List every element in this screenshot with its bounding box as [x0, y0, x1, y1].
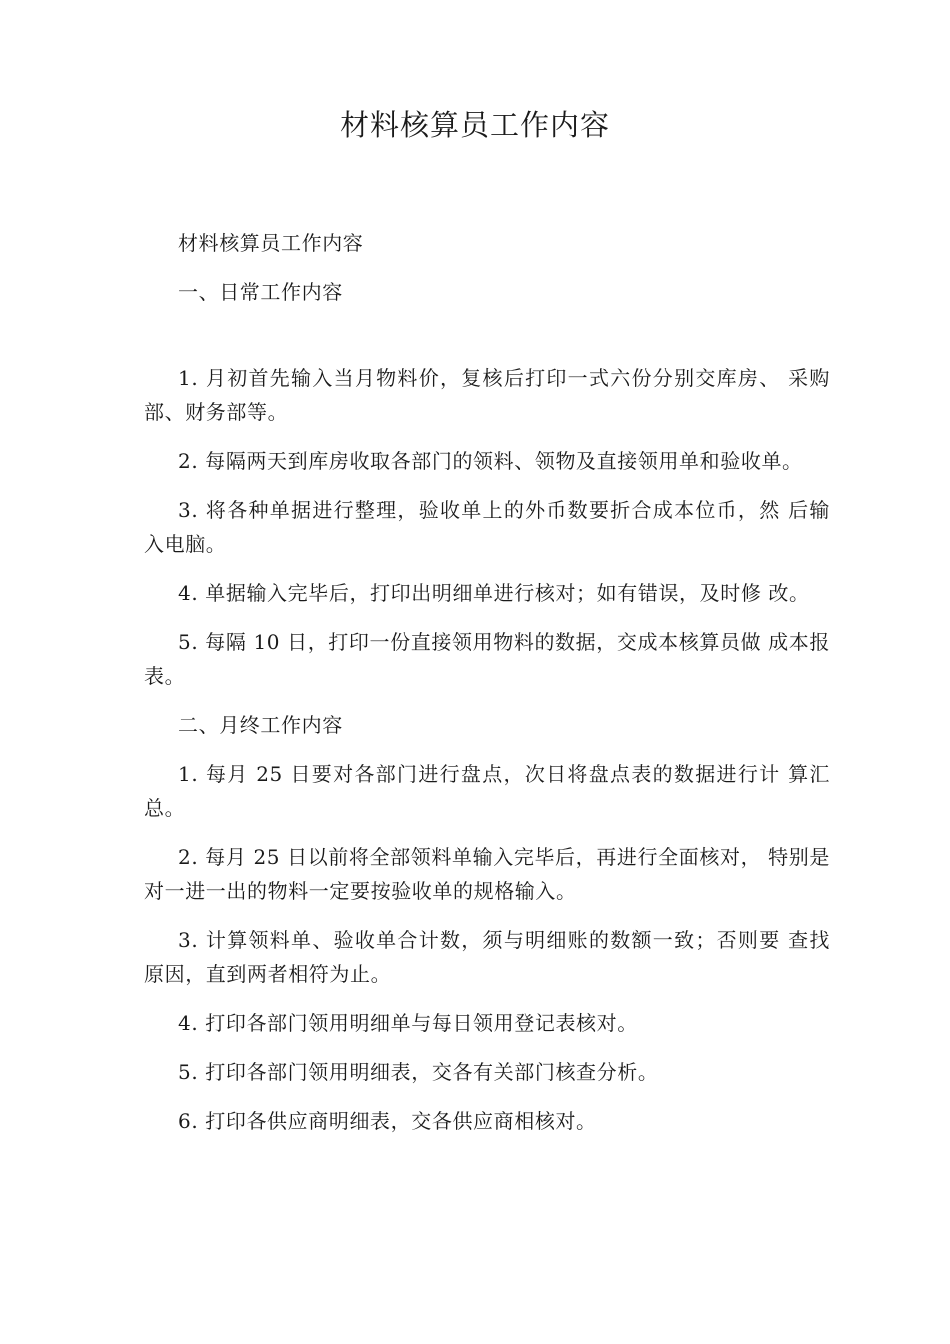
monthly-item-6: 6. 打印各供应商明细表，交各供应商相核对。: [178, 1109, 597, 1133]
monthly-item-3: 3. 计算领料单、验收单合计数，须与明细账的数额一致；否则要 查找原因，直到两者相符为止。: [144, 928, 830, 986]
monthly-item-2: 2. 每月 25 日以前将全部领料单输入完毕后，再进行全面核对， 特别是对一进一出的物料一定要按验收单的规格输入。: [144, 845, 830, 903]
monthly-item-1: 1. 每月 25 日要对各部门进行盘点，次日将盘点表的数据进行计 算汇总。: [144, 762, 830, 820]
document-subtitle: 材料核算员工作内容: [178, 231, 364, 255]
document-body: [144, 226, 830, 1153]
daily-item-2: 2. 每隔两天到库房收取各部门的领料、领物及直接领用单和验收单。: [178, 449, 803, 473]
monthly-item-5: 5. 打印各部门领用明细表，交各有关部门核查分析。: [178, 1060, 659, 1084]
monthly-item-4: 4. 打印各部门领用明细单与每日领用登记表核对。: [178, 1011, 638, 1035]
daily-item-1: 1. 月初首先输入当月物料价，复核后打印一式六份分别交库房、 采购部、财务部等。: [144, 366, 830, 424]
daily-item-3: 3. 将各种单据进行整理，验收单上的外币数要折合成本位币，然 后输入电脑。: [144, 498, 830, 556]
document-title: 材料核算员工作内容: [339, 108, 610, 142]
section-heading-monthly: 二、月终工作内容: [178, 713, 343, 737]
daily-item-4: 4. 单据输入完毕后，打印出明细单进行核对；如有错误，及时修 改。: [178, 581, 810, 605]
section-heading-daily: 一、日常工作内容: [178, 280, 343, 304]
daily-item-5: 5. 每隔 10 日，打印一份直接领用物料的数据，交成本核算员做 成本报表。: [144, 630, 830, 688]
